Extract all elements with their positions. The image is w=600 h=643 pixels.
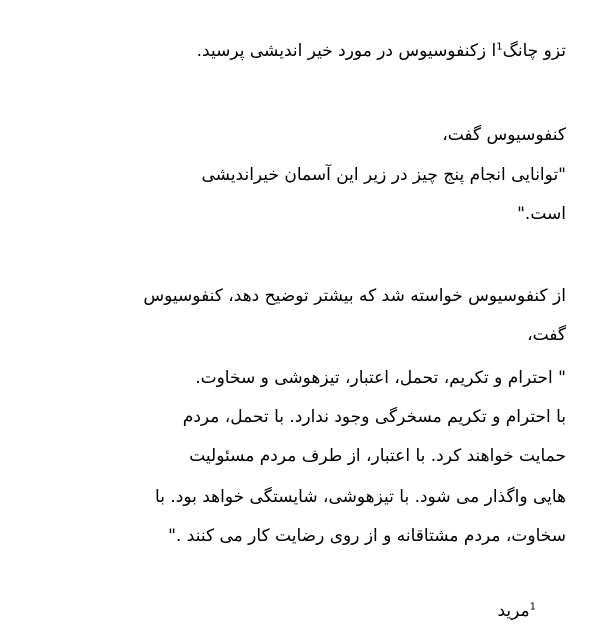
footnote	[497, 600, 536, 622]
para2-line-2: گفت،	[527, 325, 566, 345]
footnote-number: 1	[529, 601, 536, 613]
intro-line	[126, 40, 566, 62]
para1-line-3: است."	[517, 204, 566, 224]
para2-line-1: از کنفوسیوس خواسته شد که بیشتر توضیح دهد، کنفوسیوس	[143, 286, 566, 306]
para1-line-1: کنفوسیوس گفت،	[442, 125, 566, 145]
para2-line-7: سخاوت، مردم مشتاقانه و از روی رضایت کار می کنند ."	[168, 526, 566, 546]
para2-line-4: با احترام و تکریم مسخرگی وجود ندارد. با تحمل، مردم	[182, 407, 566, 427]
intro-name: تزو چانگ	[502, 41, 566, 61]
para1-line-2: "توانایی انجام پنج چیز در زیر این آسمان خیراندیشی	[201, 165, 566, 185]
footnote-text: مرید	[497, 601, 530, 621]
footnote-marker: 1	[496, 41, 503, 53]
para2-line-6: هایی واگذار می شود. با تیزهوشی، شایستگی خواهد بود. با	[155, 487, 566, 507]
para2-line-5: حمایت خواهند کرد. با اعتبار، از طرف مردم مسئولیت	[189, 446, 566, 466]
intro-text: ا زکنفوسیوس در مورد خیر اندیشی پرسید.	[196, 41, 497, 61]
para2-line-3: " احترام و تکریم، تحمل، اعتبار، تیزهوشی و سخاوت.	[195, 368, 566, 388]
